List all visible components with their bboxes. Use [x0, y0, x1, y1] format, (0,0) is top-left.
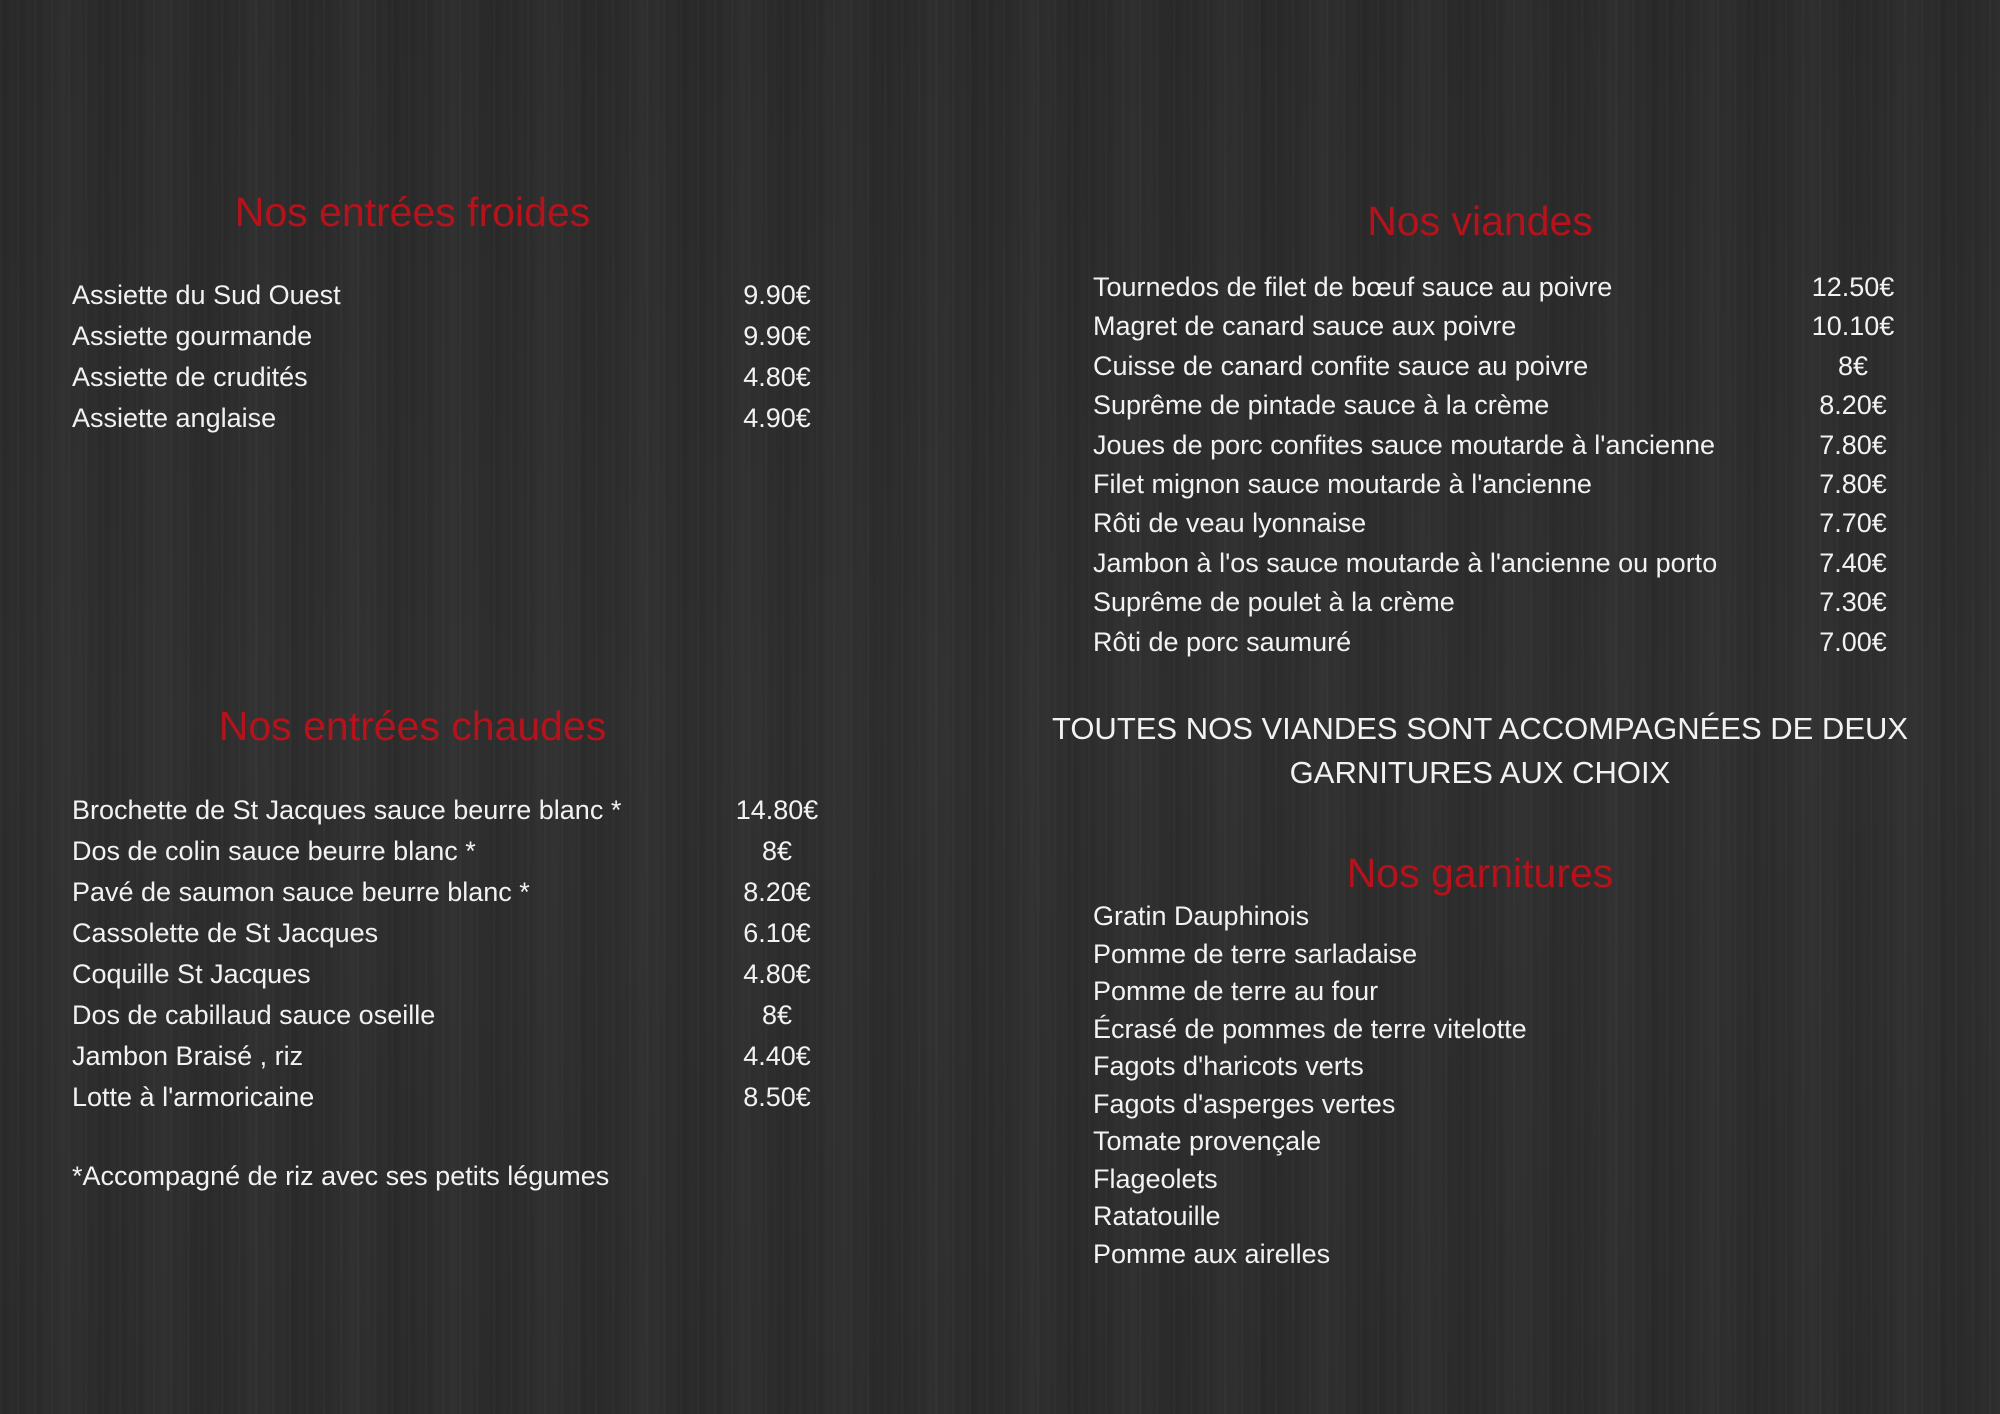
garnish-item: [1093, 1048, 1793, 1086]
garnish-item: [1093, 898, 1793, 936]
menu-item-price: 8.20€: [743, 877, 811, 907]
menu-item: [72, 954, 872, 995]
menu-item: [1093, 386, 1943, 425]
menu-item: [1093, 623, 1943, 662]
menu-item: [1093, 268, 1943, 307]
menu-item: [72, 831, 872, 872]
garnish-item: [1093, 1198, 1793, 1236]
menu-item-price: 7.40€: [1819, 547, 1887, 578]
section-title-viandes: Nos viandes: [1367, 198, 1593, 244]
garnish-item-name: Ratatouille: [1093, 1201, 1221, 1231]
menu-item: [1093, 426, 1943, 465]
menu-item: [72, 398, 872, 439]
menu-item: [72, 1036, 872, 1077]
menu-item: [72, 872, 872, 913]
menu-item-price: 8€: [1837, 350, 1869, 381]
garnish-item: [1093, 973, 1793, 1011]
menu-item-name: Dos de cabillaud sauce oseille: [72, 1000, 436, 1030]
garnish-notice-line2: GARNITURES AUX CHOIX: [1289, 755, 1671, 790]
menu-item-price: 4.80€: [743, 362, 811, 392]
menu-item-name: Magret de canard sauce aux poivre: [1093, 311, 1517, 342]
menu-item: [1093, 347, 1943, 386]
garnish-item: [1093, 1123, 1793, 1161]
footnote: *Accompagné de riz avec ses petits légumes: [72, 1161, 610, 1191]
menu-item-name: Filet mignon sauce moutarde à l'ancienne: [1093, 468, 1592, 499]
menu-item-name: Joues de porc confites sauce moutarde à l'ancienne: [1093, 429, 1716, 460]
menu-item: [1093, 465, 1943, 504]
garnish-item-name: Flageolets: [1093, 1163, 1218, 1194]
menu-item: [72, 913, 872, 954]
menu-list-entrees-froides: [72, 275, 872, 439]
menu-item-name: Tournedos de filet de bœuf sauce au poivre: [1093, 272, 1613, 302]
menu-item-name: Rôti de porc saumuré: [1093, 626, 1352, 657]
menu-item-name: Cassolette de St Jacques: [72, 918, 379, 948]
menu-item-price: 8.50€: [743, 1082, 811, 1112]
garnish-item: [1093, 1086, 1793, 1124]
menu-list-garnitures: [1093, 898, 1793, 1273]
menu-item-price: 7.00€: [1819, 626, 1887, 657]
menu-item-price: 8€: [761, 1000, 793, 1030]
garnish-item: [1093, 1011, 1793, 1049]
menu-item-name: Lotte à l'armoricaine: [72, 1082, 315, 1112]
menu-item: [72, 275, 872, 316]
menu-item-name: Coquille St Jacques: [72, 959, 311, 989]
menu-item-name: Assiette gourmande: [72, 321, 313, 351]
menu-item-name: Suprême de poulet à la crème: [1093, 587, 1455, 618]
menu-item-price: 4.90€: [743, 403, 811, 433]
garnish-item-name: Gratin Dauphinois: [1093, 901, 1310, 931]
menu-item-price: 7.70€: [1819, 508, 1887, 539]
garnish-item: [1093, 1161, 1793, 1199]
garnish-item-name: Tomate provençale: [1093, 1126, 1322, 1156]
menu-item-price: 8.20€: [1819, 390, 1887, 421]
menu-item: [72, 357, 872, 398]
menu-item: [72, 995, 872, 1036]
menu-item-name: Cuisse de canard confite sauce au poivre: [1093, 350, 1589, 381]
menu-item-name: Rôti de veau lyonnaise: [1093, 508, 1367, 539]
menu-item-price: 7.30€: [1819, 587, 1887, 618]
menu-item-price: 9.90€: [743, 321, 811, 351]
menu-item-price: 8€: [761, 836, 793, 866]
section-title-garnitures: Nos garnitures: [1346, 850, 1614, 896]
garnish-item-name: Fagots d'asperges vertes: [1093, 1088, 1396, 1119]
menu-item: [1093, 504, 1943, 543]
menu-item: [1093, 544, 1943, 583]
garnish-item-name: Fagots d'haricots verts: [1093, 1051, 1364, 1081]
menu-item-price: 4.40€: [743, 1041, 811, 1071]
menu-item-price: 6.10€: [743, 918, 811, 948]
menu-item-name: Pavé de saumon sauce beurre blanc *: [72, 877, 530, 907]
garnish-notice-line1: TOUTES NOS VIANDES SONT ACCOMPAGNÉES DE DEUX: [1051, 711, 1909, 746]
menu-item-price: 9.90€: [743, 280, 811, 310]
menu-item-price: 7.80€: [1819, 429, 1887, 460]
garnish-item-name: Pomme de terre sarladaise: [1093, 938, 1418, 969]
menu-list-viandes: [1093, 268, 1943, 662]
menu-item-name: Assiette anglaise: [72, 403, 277, 433]
section-title-entrees-froides: Nos entrées froides: [234, 189, 591, 235]
menu-item-name: Suprême de pintade sauce à la crème: [1093, 390, 1550, 421]
menu-item: [72, 1077, 872, 1118]
menu-item: [72, 790, 872, 831]
garnish-item: [1093, 1236, 1793, 1274]
menu-item: [1093, 583, 1943, 622]
garnish-item: [1093, 936, 1793, 974]
menu-item-name: Brochette de St Jacques sauce beurre blanc *: [72, 795, 622, 825]
menu-item-price: 10.10€: [1811, 311, 1895, 342]
menu-item-name: Jambon Braisé , riz: [72, 1041, 304, 1071]
section-title-entrees-chaudes: Nos entrées chaudes: [218, 703, 607, 749]
menu-item-price: 4.80€: [743, 959, 811, 989]
garnish-item-name: Pomme de terre au four: [1093, 976, 1379, 1006]
menu-item-price: 7.80€: [1819, 468, 1887, 499]
garnish-item-name: Écrasé de pommes de terre vitelotte: [1093, 1013, 1527, 1044]
menu-item-price: 14.80€: [735, 795, 819, 825]
garnish-notice: [980, 707, 1980, 795]
menu-list-entrees-chaudes: [72, 790, 872, 1118]
menu-item-price: 12.50€: [1811, 272, 1895, 302]
menu-item-name: Dos de colin sauce beurre blanc *: [72, 836, 476, 866]
menu-item-name: Jambon à l'os sauce moutarde à l'ancienne ou porto: [1093, 547, 1718, 578]
menu-item-name: Assiette du Sud Ouest: [72, 280, 341, 310]
menu-item: [1093, 307, 1943, 346]
menu-item: [72, 316, 872, 357]
garnish-item-name: Pomme aux airelles: [1093, 1238, 1331, 1269]
menu-item-name: Assiette de crudités: [72, 362, 308, 392]
